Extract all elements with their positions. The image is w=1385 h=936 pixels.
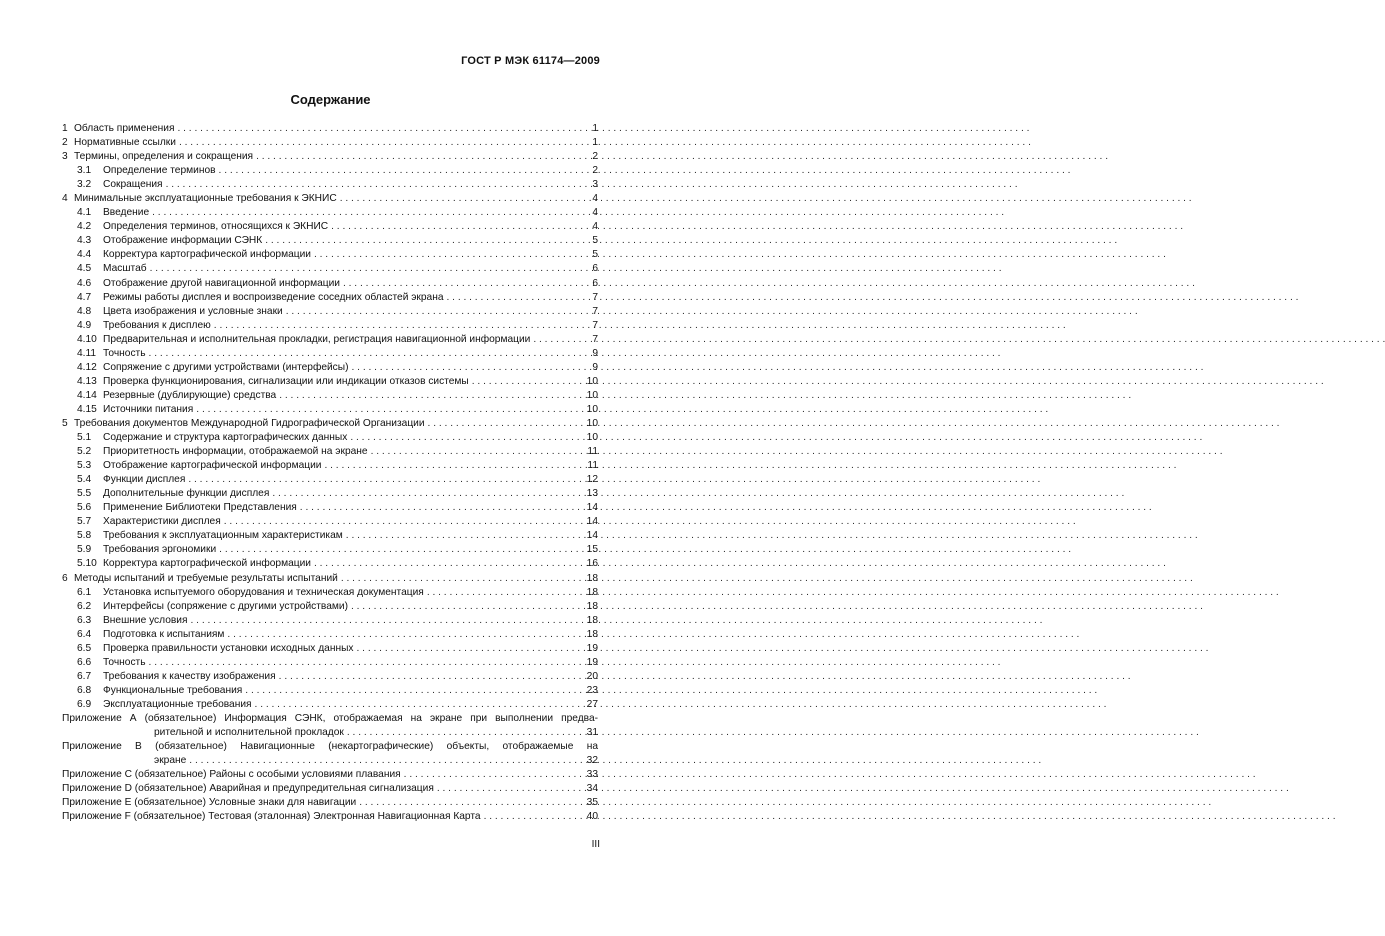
toc-entry-title: Требования к качеству изображения <box>103 670 276 682</box>
toc-entry[interactable] <box>62 572 598 586</box>
toc-appendix[interactable] <box>62 782 598 796</box>
dot-leader <box>472 375 581 389</box>
dot-leader <box>351 600 581 614</box>
toc-entry[interactable] <box>62 543 598 557</box>
dot-leader <box>279 670 581 684</box>
toc-entry-number: 6.5 <box>77 642 92 654</box>
toc-entry-number: 5.10 <box>77 558 97 570</box>
toc-entry-title: Установка испытуемого оборудования и техническая документация <box>103 586 424 598</box>
dot-leader <box>324 459 581 473</box>
toc-entry-number: 4.15 <box>77 403 97 415</box>
toc-entry-title: Режимы работы дисплея и воспроизведение соседних областей экрана <box>103 291 444 303</box>
toc-entry-page: 18 <box>586 628 598 640</box>
toc-entry-page: 2 <box>592 165 598 177</box>
appendix-title: Приложение D (обязательное) Аварийная и предупредительная сигнализация <box>62 783 434 795</box>
toc-entry-number: 6.8 <box>77 684 92 696</box>
dot-leader <box>150 262 581 276</box>
toc-entry-title: Требования к дисплею <box>103 319 211 331</box>
toc-entry-title: Функции дисплея <box>103 474 186 486</box>
toc-entry[interactable] <box>62 586 598 600</box>
toc-entry-page: 10 <box>586 375 598 387</box>
toc-entry-page: 15 <box>586 544 598 556</box>
toc-entry-page: 35 <box>586 797 598 809</box>
toc-entry-title: Характеристики дисплея <box>103 516 221 528</box>
toc-entry-page: 23 <box>586 684 598 696</box>
toc-entry[interactable] <box>62 403 598 417</box>
toc-entry-page: 6 <box>592 277 598 289</box>
toc-entry-number: 2 <box>62 137 68 149</box>
toc-entry[interactable] <box>62 445 598 459</box>
dot-leader <box>341 572 581 586</box>
toc-entry-page: 19 <box>586 656 598 668</box>
toc-entry-number: 5.5 <box>77 488 92 500</box>
toc-entry[interactable] <box>62 529 598 543</box>
dot-leader <box>484 810 581 824</box>
toc-entry[interactable] <box>62 220 598 234</box>
toc-entry-page: 14 <box>586 502 598 514</box>
toc-entry[interactable] <box>62 122 598 136</box>
toc-entry[interactable] <box>62 234 598 248</box>
dot-leader <box>149 347 581 361</box>
dot-leader <box>272 487 581 501</box>
toc-entry-page: 31 <box>586 727 598 739</box>
toc-entry-page: 33 <box>586 769 598 781</box>
toc-entry[interactable] <box>62 277 598 291</box>
appendix-title-line2: экране <box>154 755 187 767</box>
toc-entry[interactable] <box>62 136 598 150</box>
toc-appendix[interactable] <box>62 768 598 782</box>
dot-leader <box>227 628 581 642</box>
toc-entry[interactable] <box>62 178 598 192</box>
toc-entry-number: 4.12 <box>77 361 97 373</box>
dot-leader <box>219 164 581 178</box>
dot-leader <box>350 431 581 445</box>
toc-entry-title: Точность <box>103 656 146 668</box>
toc-entry-title: Внешние условия <box>103 614 188 626</box>
toc-entry[interactable] <box>62 431 598 445</box>
toc-entry-page: 40 <box>586 811 598 823</box>
dot-leader <box>331 220 581 234</box>
toc-entry-page: 1 <box>592 123 598 134</box>
toc-entry-page: 19 <box>586 642 598 654</box>
toc-entry-page: 18 <box>586 572 598 584</box>
dot-leader <box>427 586 581 600</box>
toc-entry-title: Проверка функционирования, сигнализации или индикации отказов системы <box>103 375 469 387</box>
toc-entry-page: 20 <box>586 670 598 682</box>
appendix-title: Приложение С (обязательное) Районы с особыми условиями плавания <box>62 769 401 781</box>
toc-entry-title: Масштаб <box>103 263 147 275</box>
toc-entry[interactable] <box>62 361 598 375</box>
toc-entry[interactable] <box>62 164 598 178</box>
dot-leader <box>219 543 581 557</box>
dot-leader <box>214 319 581 333</box>
dot-leader <box>166 178 581 192</box>
toc-entry-page: 11 <box>587 460 598 472</box>
dot-leader <box>188 473 581 487</box>
toc-entry-number: 6.2 <box>77 600 92 612</box>
toc-entry-page: 10 <box>586 432 598 444</box>
toc-entry[interactable] <box>62 150 598 164</box>
dot-leader <box>357 642 581 656</box>
dot-leader <box>177 122 581 136</box>
toc-entry-page: 27 <box>586 698 598 710</box>
dot-leader <box>245 684 581 698</box>
toc-entry[interactable] <box>62 206 598 220</box>
toc-entry-page: 34 <box>586 783 598 795</box>
toc-entry-title: Корректура картографической информации <box>103 558 311 570</box>
toc-title: Содержание <box>290 92 371 107</box>
toc-entry-page: 5 <box>592 249 598 261</box>
toc-entry-title: Содержание и структура картографических данных <box>103 432 348 444</box>
dot-leader <box>346 529 581 543</box>
toc-entry-page: 6 <box>592 263 598 275</box>
toc-entry[interactable] <box>62 670 598 684</box>
toc-appendix[interactable] <box>62 810 598 824</box>
toc-entry[interactable] <box>62 262 598 276</box>
dot-leader <box>343 277 581 291</box>
toc-entry-title: Отображение информации СЭНК <box>103 235 263 247</box>
toc-entry[interactable] <box>62 291 598 305</box>
toc-entry-page: 9 <box>592 361 598 373</box>
toc-entry-page: 10 <box>586 417 598 429</box>
toc-entry[interactable] <box>62 614 598 628</box>
toc-entry-number: 4.1 <box>77 207 92 219</box>
toc-entry-page: 2 <box>592 151 598 163</box>
appendix-title: Приложение F (обязательное) Тестовая (эталонная) Электронная Навигационная Карта <box>62 811 481 823</box>
toc-entry-number: 4 <box>62 193 68 205</box>
dot-leader <box>447 291 582 305</box>
toc-entry-title: Введение <box>103 207 150 219</box>
toc-entry-title: Приоритетность информации, отображаемой на экране <box>103 446 368 458</box>
toc-entry[interactable] <box>62 319 598 333</box>
dot-leader <box>265 234 581 248</box>
toc-entry-number: 3.2 <box>77 179 92 191</box>
dot-leader <box>359 796 581 810</box>
dot-leader <box>286 305 581 319</box>
toc-entry-number: 5.1 <box>77 432 92 444</box>
toc-entry-page: 18 <box>586 614 598 626</box>
toc-entry-title: Дополнительные функции дисплея <box>103 488 270 500</box>
toc-entry-page: 11 <box>587 446 598 458</box>
dot-leader <box>279 389 581 403</box>
toc-entry-page: 7 <box>592 305 598 317</box>
dot-leader <box>533 333 581 347</box>
toc-entry[interactable] <box>62 389 598 403</box>
toc-entry-title: Требования документов Международной Гидрографической Организации <box>74 417 425 429</box>
toc-entry[interactable] <box>62 459 598 473</box>
dot-leader <box>428 417 581 431</box>
toc-entry-number: 3 <box>62 151 68 163</box>
toc-entry-title: Точность <box>103 347 146 359</box>
toc-entry-title: Определение терминов <box>103 165 216 177</box>
toc-entry-title: Требования к эксплуатационным характеристикам <box>103 530 343 542</box>
toc-entry-number: 5 <box>62 417 68 429</box>
toc-entry-page: 7 <box>592 319 598 331</box>
toc-entry[interactable] <box>62 305 598 319</box>
toc-entry-title: Термины, определения и сокращения <box>74 151 254 163</box>
toc-entry-number: 4.3 <box>77 235 92 247</box>
toc-entry-number: 4.11 <box>77 347 97 359</box>
dot-leader <box>300 501 581 515</box>
toc-entry-number: 6 <box>62 572 68 584</box>
toc-entry-number: 6.3 <box>77 614 92 626</box>
toc-appendix[interactable] <box>62 796 598 810</box>
dot-leader <box>404 768 581 782</box>
dot-leader <box>314 248 581 262</box>
toc-entry[interactable] <box>62 333 598 347</box>
toc-entry-page: 1 <box>592 137 598 149</box>
toc-entry[interactable] <box>62 417 598 431</box>
dot-leader <box>347 726 581 740</box>
toc-entry[interactable] <box>62 248 598 262</box>
toc-entry-title: Нормативные ссылки <box>74 137 176 149</box>
toc-entry-number: 5.7 <box>77 516 92 528</box>
toc-entry-number: 4.6 <box>77 277 92 289</box>
toc-entry[interactable] <box>62 375 598 389</box>
toc-entry-number: 4.13 <box>77 375 97 387</box>
toc-entry[interactable] <box>62 192 598 206</box>
toc-entry-title: Резервные (дублирующие) средства <box>103 389 277 401</box>
toc-entry[interactable] <box>62 684 598 698</box>
toc-entry-page: 18 <box>586 586 598 598</box>
toc-entry[interactable] <box>62 347 598 361</box>
toc-entry-number: 5.6 <box>77 502 92 514</box>
toc-entry-number: 4.2 <box>77 221 92 233</box>
toc-entry-number: 5.4 <box>77 474 92 486</box>
toc-entry-title: Цвета изображения и условные знаки <box>103 305 283 317</box>
toc-appendix[interactable] <box>62 712 598 740</box>
toc-entry-title: Корректура картографической информации <box>103 249 311 261</box>
toc-entry-number: 4.9 <box>77 319 92 331</box>
toc-entry[interactable] <box>62 515 598 529</box>
toc-entry-number: 3.1 <box>77 165 92 177</box>
toc-entry-page: 9 <box>592 347 598 359</box>
toc-entry-title: Применение Библиотеки Представления <box>103 502 297 514</box>
dot-leader <box>189 754 581 768</box>
toc-entry[interactable] <box>62 557 598 571</box>
toc-entry-title: Сокращения <box>103 179 163 191</box>
toc-entry-page: 4 <box>592 221 598 233</box>
toc-entry-page: 4 <box>592 207 598 219</box>
toc-entry-number: 5.2 <box>77 446 92 458</box>
toc-entry-number: 6.1 <box>77 586 92 598</box>
dot-leader <box>437 782 581 796</box>
dot-leader <box>224 515 581 529</box>
toc-entry-page: 4 <box>592 193 598 205</box>
toc-entry-number: 5.8 <box>77 530 92 542</box>
toc-entry-title: Источники питания <box>103 403 194 415</box>
toc-entry-page: 32 <box>586 755 598 767</box>
page-number: III <box>591 839 600 850</box>
table-of-contents <box>62 122 598 824</box>
toc-entry-title: Подготовка к испытаниям <box>103 628 225 640</box>
toc-entry-page: 12 <box>586 474 598 486</box>
toc-entry-title: Эксплуатационные требования <box>103 698 252 710</box>
toc-entry-title: Предварительная и исполнительная прокладки, регистрация навигационной информации <box>103 333 531 345</box>
toc-entry-title: Отображение картографической информации <box>103 460 322 472</box>
toc-entry-number: 5.9 <box>77 544 92 556</box>
dot-leader <box>179 136 581 150</box>
toc-entry[interactable] <box>62 642 598 656</box>
appendix-title-line1: Приложение А (обязательное) Информация СЭНК, отображаемая на экране при выполнении предва- <box>62 712 598 724</box>
toc-entry-page: 16 <box>586 558 598 570</box>
dot-leader <box>152 206 581 220</box>
dot-leader <box>196 403 581 417</box>
toc-entry[interactable] <box>62 628 598 642</box>
toc-entry[interactable] <box>62 487 598 501</box>
standard-designation: ГОСТ Р МЭК 61174—2009 <box>461 55 600 67</box>
toc-entry-page: 3 <box>592 179 598 191</box>
toc-entry-title: Функциональные требования <box>103 684 243 696</box>
toc-entry-number: 4.7 <box>77 291 92 303</box>
toc-entry-title: Область применения <box>74 123 175 134</box>
toc-entry-page: 10 <box>586 389 598 401</box>
toc-entry-number: 5.3 <box>77 460 92 472</box>
toc-entry-title: Требования эргономики <box>103 544 217 556</box>
toc-entry-title: Определения терминов, относящихся к ЭКНИС <box>103 221 329 233</box>
toc-entry-title: Проверка правильности установки исходных данных <box>103 642 354 654</box>
toc-entry-title: Методы испытаний и требуемые результаты испытаний <box>74 572 338 584</box>
appendix-title-line2: рительной и исполнительной прокладок <box>154 727 344 739</box>
dot-leader <box>255 698 581 712</box>
dot-leader <box>352 361 582 375</box>
toc-entry-page: 10 <box>586 403 598 415</box>
toc-entry[interactable] <box>62 473 598 487</box>
dot-leader <box>149 656 581 670</box>
toc-entry-page: 5 <box>592 235 598 247</box>
toc-entry-page: 18 <box>586 600 598 612</box>
toc-entry-title: Минимальные эксплуатационные требования к ЭКНИС <box>74 193 337 205</box>
toc-entry-number: 4.5 <box>77 263 92 275</box>
toc-entry[interactable] <box>62 698 598 712</box>
toc-entry-number: 4.10 <box>77 333 97 345</box>
toc-entry-number: 4.14 <box>77 389 97 401</box>
toc-entry-page: 7 <box>592 333 598 345</box>
toc-entry-title: Сопряжение с другими устройствами (интерфейсы) <box>103 361 349 373</box>
toc-entry[interactable] <box>62 501 598 515</box>
toc-entry-number: 4.8 <box>77 305 92 317</box>
toc-entry-page: 13 <box>586 488 598 500</box>
dot-leader <box>371 445 581 459</box>
toc-entry-number: 6.7 <box>77 670 92 682</box>
dot-leader <box>191 614 582 628</box>
toc-entry-page: 14 <box>586 530 598 542</box>
toc-entry-number: 6.9 <box>77 698 92 710</box>
toc-entry-number: 6.4 <box>77 628 92 640</box>
appendix-title-line1: Приложение В (обязательное) Навигационные (некартографические) объекты, отображаемые на <box>62 741 598 753</box>
toc-entry-page: 7 <box>592 291 598 303</box>
toc-appendix[interactable] <box>62 740 598 768</box>
toc-entry-page: 14 <box>586 516 598 528</box>
toc-entry-number: 6.6 <box>77 656 92 668</box>
dot-leader <box>340 192 581 206</box>
appendix-title: Приложение E (обязательное) Условные знаки для навигации <box>62 797 357 809</box>
toc-entry-title: Интерфейсы (сопряжение с другими устройствами) <box>103 600 348 612</box>
toc-entry[interactable] <box>62 600 598 614</box>
dot-leader <box>256 150 581 164</box>
toc-entry-title: Отображение другой навигационной информации <box>103 277 340 289</box>
toc-entry-number: 1 <box>62 123 68 134</box>
dot-leader <box>314 557 581 571</box>
toc-entry-number: 4.4 <box>77 249 92 261</box>
toc-entry[interactable] <box>62 656 598 670</box>
